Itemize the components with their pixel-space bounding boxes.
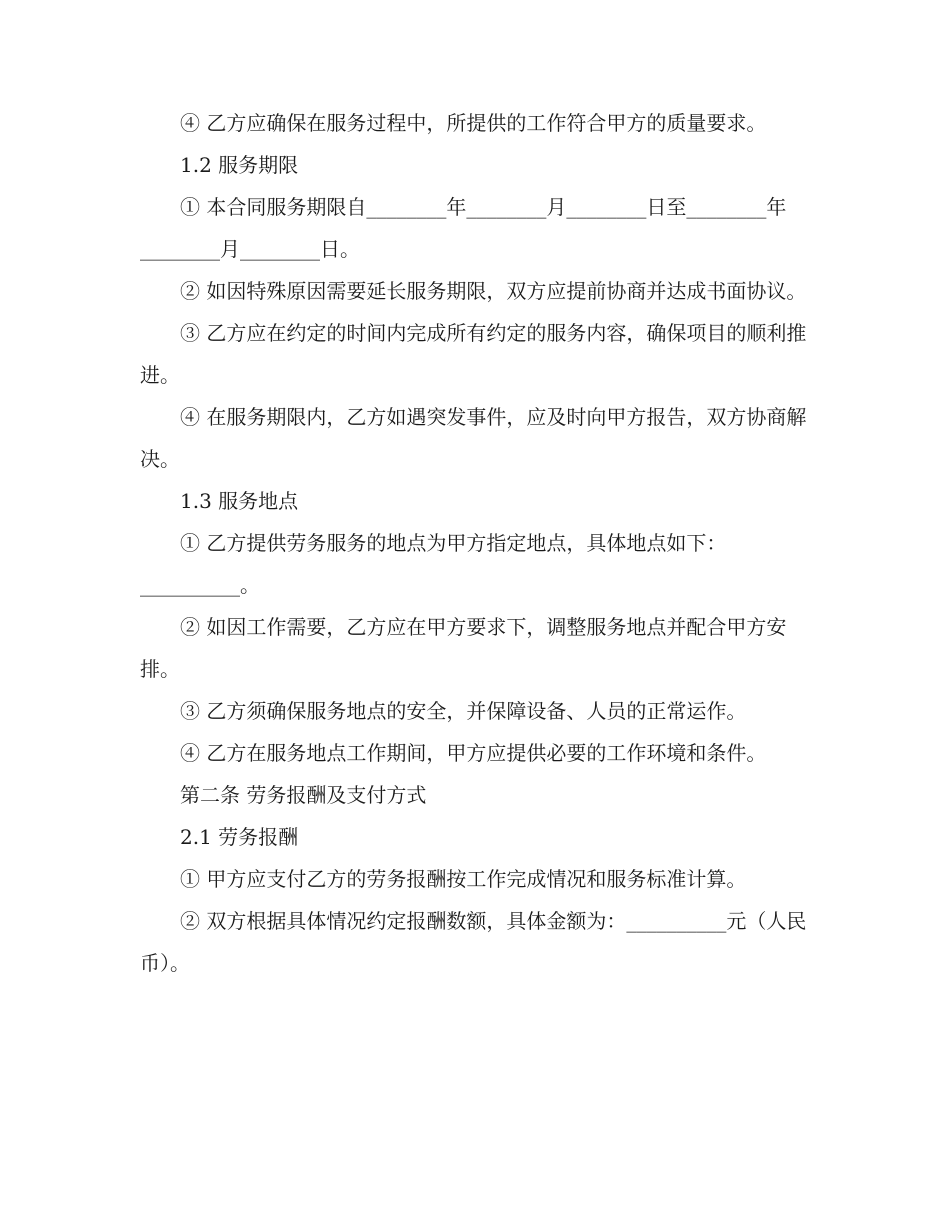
clause-2-1-item-1: ① 甲方应支付乙方的劳务报酬按工作完成情况和服务标准计算。: [180, 867, 747, 891]
document-body: [140, 102, 820, 984]
clause-1-3-item-4: ④ 乙方在服务地点工作期间，甲方应提供必要的工作环境和条件。: [180, 741, 767, 765]
article-2-heading: 第二条 劳务报酬及支付方式: [180, 783, 427, 807]
clause-1-2-item-2: ② 如因特殊原因需要延长服务期限，双方应提前协商并达成书面协议。: [180, 279, 807, 303]
clause-1-2-item-4: ④ 在服务期限内，乙方如遇突发事件，应及时向甲方报告，双方协商解决。: [140, 405, 807, 471]
clause-1-2-item-3: ③ 乙方应在约定的时间内完成所有约定的服务内容，确保项目的顺利推进。: [140, 321, 807, 387]
clause-1-3-item-3: ③ 乙方须确保服务地点的安全，并保障设备、人员的正常运作。: [180, 699, 747, 723]
clause-1-3-item-2: ② 如因工作需要，乙方应在甲方要求下，调整服务地点并配合甲方安排。: [140, 615, 787, 681]
clause-1-1-item-4: ④ 乙方应确保在服务过程中，所提供的工作符合甲方的质量要求。: [180, 111, 767, 135]
clause-1-3-item-1: ① 乙方提供劳务服务的地点为甲方指定地点，具体地点如下：__________。: [140, 531, 727, 597]
clause-2-1-item-2: ② 双方根据具体情况约定报酬数额，具体金额为：__________元（人民币）。: [140, 909, 807, 975]
section-1-3-heading: 1.3 服务地点: [180, 489, 299, 513]
section-2-1-heading: 2.1 劳务报酬: [180, 825, 299, 849]
section-1-2-heading: 1.2 服务期限: [180, 153, 299, 177]
clause-1-2-item-1: ① 本合同服务期限自________年________月________日至________年________月________日。: [140, 195, 787, 261]
